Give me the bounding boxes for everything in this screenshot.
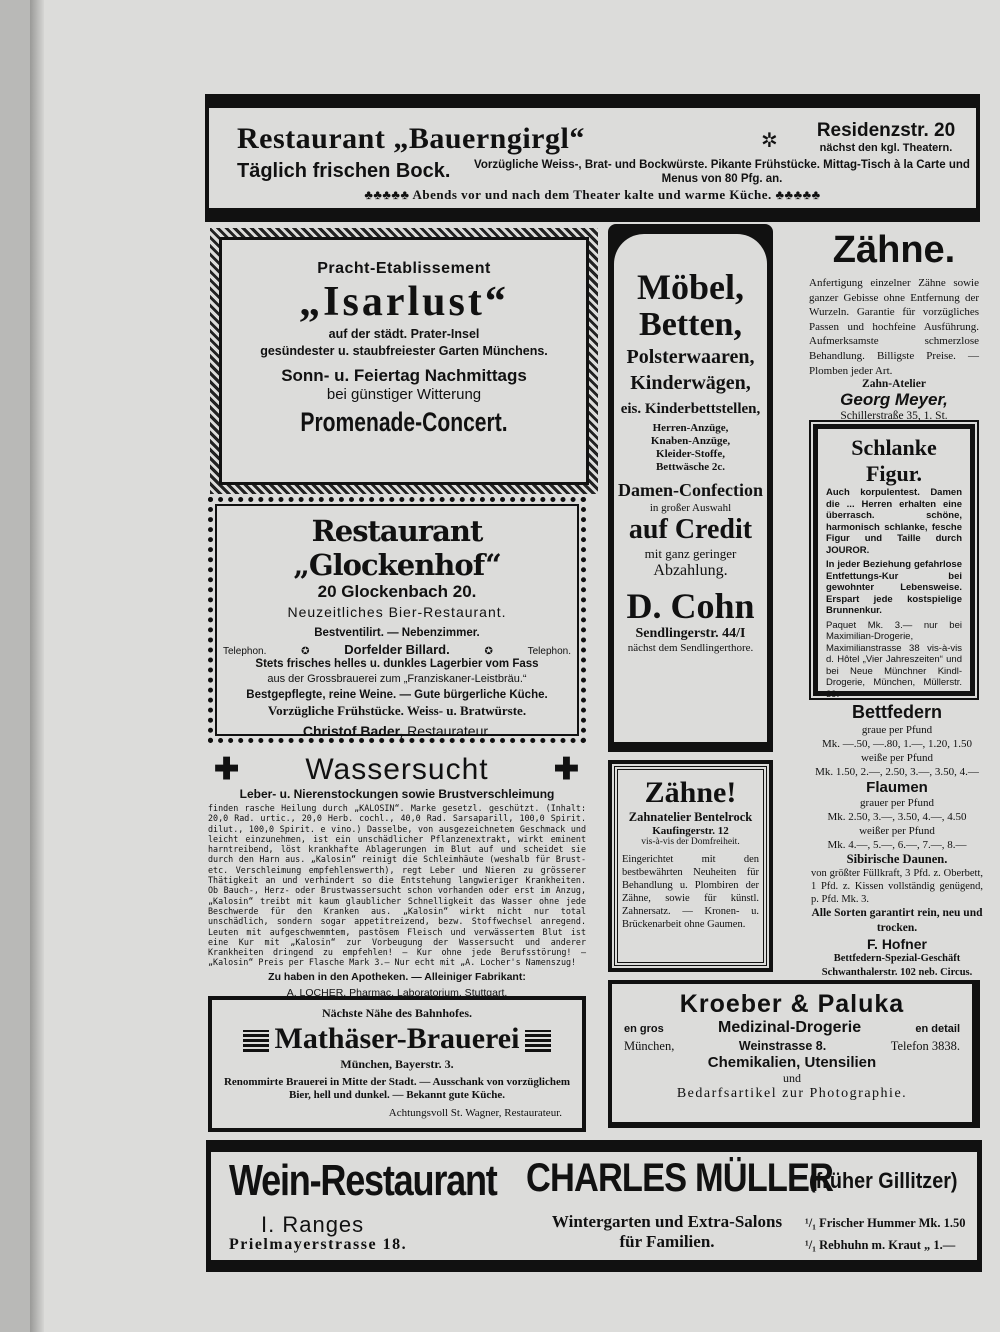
ad-address: Weinstrasse 8. — [738, 1039, 827, 1053]
ad-mathaeser — [208, 996, 586, 1132]
ad-bauerngirgl — [205, 94, 980, 222]
ad-wassersucht — [204, 748, 590, 999]
ad-line: und — [783, 1071, 801, 1085]
ad-title: Restaurant „Glockenhof“ — [293, 514, 501, 582]
ad-line: Chemikalien, Utensilien — [707, 1054, 877, 1071]
ornament-icon: ✲ — [761, 130, 778, 152]
price-label: weißer per Pfund — [859, 825, 935, 837]
ad-line: Sonn- u. Feiertag Nachmittags — [281, 366, 527, 385]
city-label: München, — [624, 1039, 675, 1053]
price-label: grauer per Pfund — [860, 797, 934, 809]
ad-line: Bettfedern-Spezial-Geschäft — [833, 953, 961, 964]
price-list: Mk. —.50, —.80, 1.—, 1.20, 1.50 — [821, 738, 973, 750]
ad-prices — [805, 1212, 965, 1256]
ad-title: Wassersucht — [305, 752, 489, 786]
ad-title: Zähne! — [644, 776, 737, 809]
ad-line: Alle Sorten garantirt rein, neu und trocken. — [811, 907, 983, 934]
ad-glockenhof — [208, 497, 586, 743]
ad-title-row — [208, 752, 586, 787]
ad-body: Eingerichtet mit den bestbewährten Neuheiten für Behandlung u. Plombiren der Zähne, sowie für künstl. Zahnersatz. — Kronen- u. Brückenarbeit ohne Gaumen. — [622, 854, 759, 930]
ad-line: auf der städt. Prater-Insel — [328, 327, 480, 341]
ad-title: Wein-Restaurant — [229, 1156, 497, 1205]
ad-owner: Georg Meyer, — [840, 390, 948, 410]
ad-title: Mathäser-Brauerei — [274, 1022, 520, 1055]
ad-address: Prielmayerstrasse 18. — [229, 1236, 408, 1253]
ad-line: Pracht-Etablissement — [317, 260, 491, 277]
ad-footer: Zu haben in den Apotheken. — Alleiniger Fabrikant: — [268, 970, 526, 983]
ad-line: Bestventilirt. — Nebenzimmer. — [314, 627, 480, 639]
ad-line: Nächste Nähe des Bahnhofes. — [321, 1006, 472, 1020]
ad-moebel-cohn — [608, 224, 773, 752]
ad-subtitle: Neuzeitliches Bier-Restaurant. — [287, 604, 507, 620]
ad-address-note: nächst dem Sendlingerthore. — [627, 642, 754, 654]
ad-kroeber-paluka — [608, 980, 980, 1128]
ad-body: Renommirte Brauerei in Mitte der Stadt. — Ausschank von vorzüglichem Bier, hell und dunkel. — Bekannt gute Küche. — [223, 1076, 571, 1101]
ad-title: Kroeber & Paluka — [679, 990, 905, 1018]
ad-body: Auch korpulentest. Damen die ... Herren erhalten eine überrasch. schöne, harmonisch schlanke, fesche Figur und Taille durch JOUROR. — [826, 487, 962, 556]
ad-line: mit ganz geringer — [644, 546, 737, 561]
ad-title: Restaurant „Bauerngirgl“ — [237, 122, 585, 155]
price-line: ¹/₁ Frischer Hummer Mk. 1.50 — [805, 1216, 966, 1230]
price-label: graue per Pfund — [861, 724, 933, 736]
telephone-label: Telephon. — [527, 645, 571, 657]
flag-icon — [243, 1030, 269, 1052]
ad-line: Möbel, — [637, 267, 744, 307]
ad-title: Zähne. — [832, 229, 956, 271]
ad-address: Residenzstr. 20 — [816, 120, 956, 141]
ad-line: Bestgepflegte, reine Weine. — Gute bürgerliche Küche. — [246, 688, 548, 701]
cross-icon: ✚ — [553, 753, 580, 786]
ad-line: Damen-Confection — [618, 480, 763, 500]
ad-line: Abzahlung. — [653, 562, 728, 579]
ad-title-row — [220, 1021, 574, 1057]
ad-wein-restaurant — [206, 1140, 982, 1272]
ad-line: eis. Kinderbettstellen, — [620, 401, 761, 417]
ad-line: Bedarfsartikel zur Photographie. — [676, 1086, 908, 1101]
ad-type-row — [624, 1019, 960, 1037]
ad-body: Anfertigung einzelner Zähne sowie ganzer Gebisse ohne Entfernung der Wurzeln. Garantie für vorzügliches Passen und hochfeine Ausführung. Aufmerksamste schmerzlose Behandlung. Billigste Preise. — Plomben jeder Art. — [809, 277, 979, 377]
ad-address: Schillerstraße 35, 1. St. — [840, 410, 948, 423]
ad-signature: Achtungsvoll St. Wagner, Restaurateur. — [388, 1107, 562, 1119]
ad-rank: I. Ranges — [261, 1212, 365, 1237]
ad-line: in großer Auswahl — [649, 502, 732, 514]
telephone-row — [223, 642, 571, 657]
price-list: Mk. 4.—, 5.—, 6.—, 7.—, 8.— — [827, 839, 967, 851]
ad-menu-text: Vorzügliche Weiss-, Brat- und Bockwürste. Pikante Frühstücke. Mittag-Tisch à la Carte und Menus von 80 Pfg. an. — [474, 159, 970, 185]
ad-body: In jeder Beziehung gefahrlose Entfettungs-Kur bei gewohnter Lebensweise. Erspart jede kostspielige Brunnenkur. — [826, 559, 962, 616]
ad-body: Paquet Mk. 3.— nur bei Maximilian-Drogerie, Maximilianstrasse 38 vis-à-vis d. Hôtel „Vier Jahreszeiten“ und bei Neue Münchner Kindl-Drogerie, München, Müllerstr. 39. — [826, 619, 962, 700]
ad-subtitle: Leber- u. Nierenstockungen sowie Brustverschleimung — [239, 787, 555, 801]
ad-address-row — [624, 1039, 960, 1054]
ad-line: auf Credit — [628, 514, 753, 545]
flag-icon — [525, 1030, 551, 1052]
owner-name: Christof Bader, — [302, 722, 404, 739]
ad-line: aus der Grossbrauerei zum „Franziskaner-Leistbräu.“ — [267, 673, 527, 685]
ad-line: Herren-Anzüge, — [652, 422, 729, 434]
ad-subtitle: Zahnatelier Bentelrock — [628, 810, 753, 824]
ad-address: Sendlingerstr. 44/I — [635, 626, 746, 641]
ad-line: Polsterwaaren, — [626, 346, 755, 368]
ad-title: Bettfedern — [851, 702, 942, 722]
newspaper-page — [30, 0, 1000, 1332]
ad-line: Kinderwägen, — [630, 372, 751, 394]
price-label: weiße per Pfund — [860, 752, 934, 764]
ad-footer: A. LOCHER, Pharmac. Laboratorium, Stuttgart. — [286, 986, 508, 999]
ad-line: Knaben-Anzüge, — [650, 435, 731, 447]
telephone-label: Telephon. — [223, 645, 267, 657]
ad-line: Bettwäsche 2c. — [655, 461, 726, 473]
ad-subtitle: Flaumen — [866, 779, 928, 796]
owner-title: Restaurateur. — [407, 722, 492, 739]
cross-icon: ✚ — [214, 753, 241, 786]
ad-address-note: vis-à-vis der Domfreiheit. — [641, 837, 740, 847]
ad-address-note: nächst den kgl. Theatern. — [819, 142, 953, 154]
ad-owner: F. Hofner — [867, 936, 927, 952]
ornament-icon: ✪ — [484, 645, 493, 657]
price-line: ¹/₁ Rebhuhn m. Kraut „ 1.— — [805, 1238, 956, 1252]
price-list: Mk. 2.50, 3.—, 3.50, 4.—, 4.50 — [827, 811, 967, 823]
ad-line: Vorzügliche Frühstücke. Weiss- u. Bratwürste. — [267, 703, 527, 718]
ad-owner: CHARLES MÜLLER — [526, 1156, 834, 1200]
billiard-label: Dorfelder Billard. — [344, 641, 450, 657]
ad-note: (früher Gillitzer) — [809, 1168, 958, 1193]
ad-line: Kleider-Stoffe, — [656, 448, 725, 460]
rooms-line: für Familien. — [619, 1232, 715, 1251]
ad-evening-text: ♣♣♣♣♣ Abends vor und nach dem Theater kalte und warme Küche. ♣♣♣♣♣ — [364, 187, 821, 202]
rooms-line: Wintergarten und Extra-Salons — [551, 1212, 783, 1231]
ad-owner — [223, 723, 571, 739]
ad-address: Schwanthalerstr. 102 neb. Circus. — [821, 967, 973, 978]
ad-event: Promenade-Concert. — [300, 407, 508, 437]
engros-label: en gros — [624, 1023, 664, 1035]
ad-subtitle: Sibirische Daunen. — [846, 852, 948, 866]
ad-isarlust — [210, 228, 598, 494]
ad-line: bei günstiger Witterung — [326, 386, 482, 403]
ad-line: gesündester u. staubfreiester Garten Münchens. — [260, 344, 548, 358]
ad-line: Betten, — [639, 306, 742, 343]
ad-address: München, Bayerstr. 3. — [340, 1057, 454, 1071]
phone-label: Telefon 3838. — [890, 1039, 960, 1053]
ad-line: Stets frisches helles u. dunkles Lagerbier vom Fass — [255, 657, 539, 670]
ad-title: „Isarlust“ — [299, 279, 509, 325]
detail-label: en detail — [915, 1023, 960, 1035]
ad-subtitle: Medizinal-Drogerie — [717, 1019, 862, 1036]
ad-zaehne-bentelrock — [608, 760, 773, 972]
ad-address: 20 Glockenbach 20. — [317, 582, 477, 601]
ad-title: Schlanke Figur. — [851, 435, 937, 486]
price-list: Mk. 1.50, 2.—, 2.50, 3.—, 3.50, 4.— — [815, 766, 979, 778]
ad-rooms — [527, 1212, 807, 1252]
ornament-icon: ✪ — [301, 645, 310, 657]
ad-body: von größter Füllkraft, 3 Pfd. z. Oberbett, 1 Pfd. z. Kissen vollständig genügend, p. Pfd. Mk. 3. — [811, 868, 983, 905]
ad-schlanke-figur — [813, 424, 975, 700]
ad-address: Kaufingerstr. 12 — [652, 825, 729, 837]
ad-body: finden rasche Heilung durch „KALOSIN“. Marke gesetzl. geschützt. (Inhalt: 20,0 Rad. urtic., 20,0 Herb. cochl., 40,0 Rad. Sarsaparill, 100,0 Spirit. dilut., 100,0 Spirit. e vino.) Dasselbe, von ausgezeichnetem Geschmack und leicht einzunehmen, ist ein unschädlicher Pflanzenextrakt, wirkt eminent harntreibend, löst krankhafte Ablagerungen im Blut auf und scheidet sie durch den Harn aus. „Kalosin“ reinigt die Schleimhäute (weshalb für Brust- etc. Verschleimung empfehlenswerth), regt Leber und Nieren zu grösserer Thätigkeit an und verhindert so die Entstehung langwieriger Krankheiten. Ob Bauch-, Herz- oder Brustwassersucht schon vorhanden oder erst im Anzug, „Kalosin“ treibt mit kaum glaublicher Schnelligkeit das Wasser ohne jede Beschwerde für den Kranken aus. „Kalosin“ wirkt nicht nur total unschädlich, sondern sogar appetitreizend, bezw. Stoffwechsel anregend. Leuten mit aufgeschwemmtem, pastösem Fleisch und verwässertem Blut ist eine Kur mit „Kalosin“ zur Vorbeugung der Wassersucht und anderer Krankheiten dringend zu empfehlen! — Kur ohne jede Berufsstörung! — „Kalosin“ Preis per Flasche Mark 3.— Nur echt mit „A. Locher's Namenszug! — [208, 803, 586, 968]
ad-zaehne-meyer — [803, 224, 985, 424]
ad-bettfedern — [807, 700, 987, 978]
ad-line: Zahn-Atelier — [862, 378, 926, 391]
ad-title: D. Cohn — [626, 586, 755, 626]
ad-slogan: Täglich frischen Bock. — [237, 160, 451, 182]
